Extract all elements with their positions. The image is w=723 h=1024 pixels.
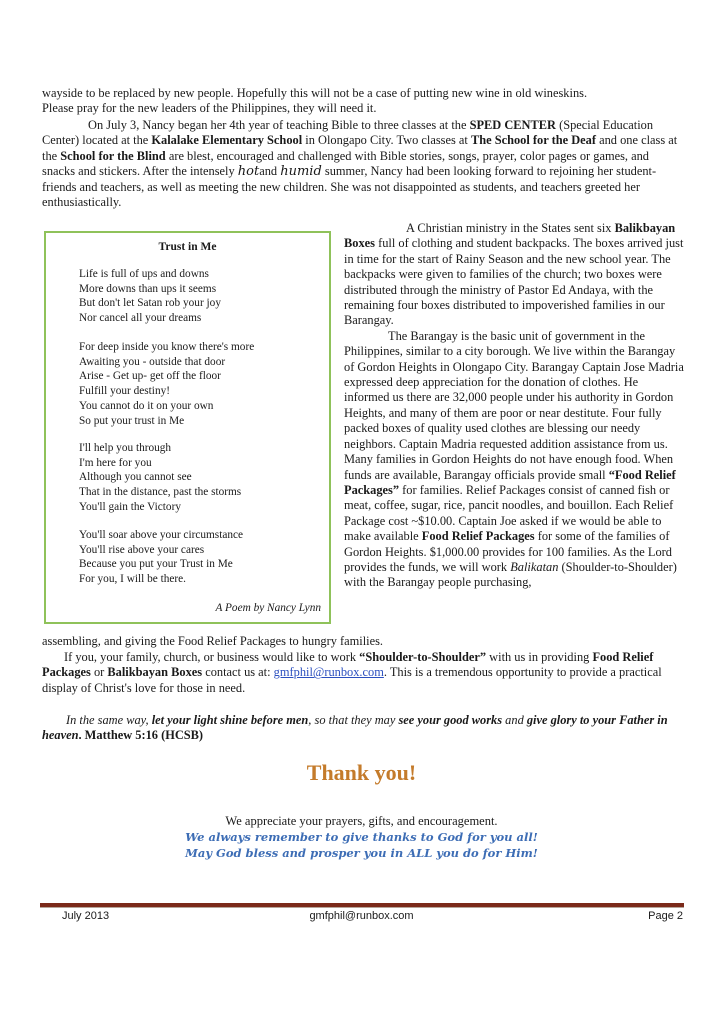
thank-you-heading: Thank you!	[306, 760, 417, 785]
school-name: Kalalake Elementary School	[151, 133, 303, 148]
poem-box	[44, 231, 331, 624]
sped-center-name: SPED CENTER	[469, 118, 556, 132]
bible-verse: In the same way, let your light shine before men, so that they may see your good works and give glory to your Father in heaven. Matthew 5:16 (HCSB)	[42, 713, 668, 743]
thanks-god-line: We always remember to give thanks to God for you all!	[185, 830, 538, 844]
appreciation-line: We appreciate your prayers, gifts, and encouragement.	[225, 814, 498, 828]
deaf-school-name: The School for the Deaf	[470, 133, 596, 148]
right-column	[344, 221, 684, 591]
blessing-line: May God bless and prosper you in ALL you do for Him!	[185, 846, 538, 860]
intro-line-1: wayside to be replaced by new people. Hopefully this will not be a case of putting new wine in old wineskins.	[42, 86, 588, 100]
footer-page-number: Page 2	[648, 910, 683, 922]
footer-date: July 2013	[62, 910, 110, 922]
balikbayan-paragraph: A Christian ministry in the States sent six Balikbayan Boxes full of clothing and student backpacks. The boxes arrived just in time for the start of Rainy Season and the new school year. The backpacks were given to families of the church; two boxes were distributed through the ministry of Pastor Ed Andaya, with the remaining four boxes distributed to impoverished families in our Barangay.	[344, 221, 684, 328]
blind-school-name: School for the Blind	[60, 148, 166, 163]
footer-email: gmfphil@runbox.com	[309, 910, 414, 922]
shoulder-paragraph: If you, your family, church, or business would like to work “Shoulder-to-Shoulder” with us in providing Food Relief Packages or Balikbayan Boxes contact us at: gmfphil@runbox.com. This is a tremendous opportunity to provide a practical display of Christ's love for those in need.	[42, 650, 662, 695]
intro-line-2: Please pray for the new leaders of the Philippines, they will need it.	[42, 101, 377, 116]
poem-stanza-3: I'll help you through I'm here for you Although you cannot see That in the distance, past the storms You'll gain the Victory	[79, 442, 242, 513]
email-link[interactable]: gmfphil@runbox.com	[273, 665, 384, 680]
footer-rule-shadow	[40, 907, 684, 908]
assembling-line: assembling, and giving the Food Relief Packages to hungry families.	[42, 634, 384, 648]
poem-credit: A Poem by Nancy Lynn	[215, 602, 321, 614]
poem-stanza-1: Life is full of ups and downs More downs than ups it seems But don't let Satan rob your joy Nor cancel all your dreams	[79, 268, 221, 325]
humid-word: humid	[280, 164, 322, 180]
poem-stanza-2: For deep inside you know there's more Awaiting you - outside that door Arise - Get up- get off the floor Fulfill your destiny! You cannot do it on your own So put your trust in Me	[79, 341, 255, 427]
sped-paragraph: On July 3, Nancy began her 4th year of teaching Bible to three classes at the SPED CENTER (Special Education Center) located at the Kalalake Elementary School in Olongapo City. Two classes at The School for the Deaf and one class at the School for the Blind are blest, encouraged and challenged with Bible stories, songs, prayer, color pages or games, and snacks and stickers. After the intensely hotand humid summer, Nancy had been looking forward to rejoining her student-friends and teachers, as well as meeting the new children. She was not disappointed as students, and teachers greeted her enthusiastically.	[42, 118, 678, 210]
intro-text	[42, 86, 684, 117]
poem-title: Trust in Me	[158, 241, 217, 253]
barangay-paragraph: The Barangay is the basic unit of government in the Philippines, similar to a city borough. We live within the Barangay of Gordon Heights in Olongapo City. Barangay Captain Jose Madria expressed deep appreciation for the donation of clothes. He informed us there are 32,000 people under his authority in Gordon Heights, and many of them are poor or near destitute. Four fully packed boxes of quality used clothes are blessing our needy neighbors. Captain Madria requested addition assistance from us. Many families in Gordon Heights do not have enough food. When funds are available, Barangay officials provide small “Food Relief Packages” for families. Relief Packages consist of canned fish or meat, coffee, sugar, rice, pancit noodles, and bouillon. Each Relief Package cost ~$10.00. Captain Joe asked if we would be able to make available Food Relief Packages for some of the families of Gordon Heights. $1,000.00 provides for 100 families. As the Lord provides the funds, we will work Balikatan (Shoulder-to-Shoulder) with the Barangay people purchasing,	[344, 328, 684, 590]
poem-stanza-4: You'll soar above your circumstance You'll rise above your cares Because you put your Trust in Me For you, I will be there.	[79, 529, 244, 586]
hot-word: hot	[237, 164, 260, 180]
